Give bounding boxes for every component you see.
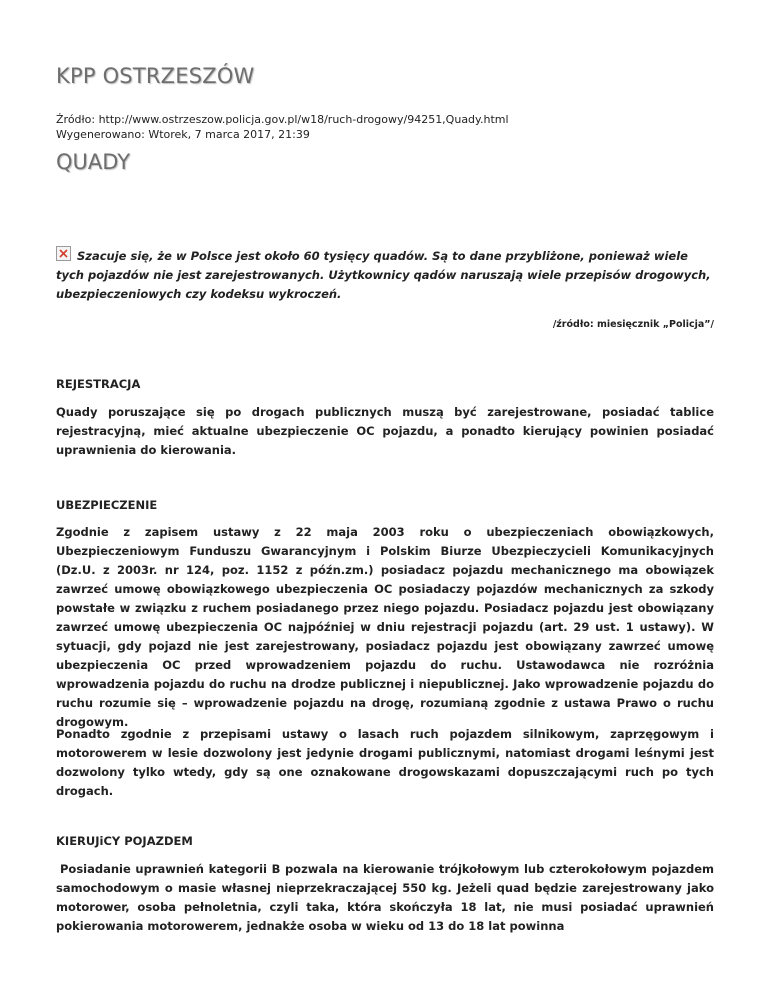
article-title: QUADY: [56, 150, 131, 174]
section-text-registration: Quady poruszające się po drogach publicznych muszą być zarejestrowane, posiadać tablice rejestracyjną, mieć aktualne ubezpieczenie OC pojazdu, a ponadto kierujący powinien posiadać uprawnienia do kierowania.: [56, 405, 714, 457]
lead-source: /źródło: miesięcznik „Policja”/: [552, 319, 714, 330]
source-url-line: Źródło: http://www.ostrzeszow.policja.gov.pl/w18/ruch-drogowy/94251,Quady.html: [56, 113, 509, 126]
section-text-forest: Ponadto zgodnie z przepisami ustawy o lasach ruch pojazdem silnikowym, zaprzęgowym i motorowerem w lesie dozwolony jest jedynie drogami publicznymi, natomiast drogami leśnymi jest dozwolony tylko wtedy, gdy są one oznakowane drogowskazami dopuszczającymi ruch po tych drogach.: [56, 727, 714, 798]
broken-image-icon: [56, 246, 71, 261]
section-text-driver: Posiadanie uprawnień kategorii B pozwala na kierowanie trójkołowym lub czterokołowym pojazdem samochodowym o masie własnej nieprzekraczającej 550 kg. Jeżeli quad będzie zarejestrowany jako motorower, osoba pełnoletnia, czyli taka, która skończyła 18 lat, nie musi posiadać uprawnień pokierowania motorowerem, jednakże osoba w wieku od 13 do 18 lat powinna: [56, 862, 714, 933]
generated-date-line: Wygenerowano: Wtorek, 7 marca 2017, 21:39: [56, 128, 310, 141]
section-heading-registration: REJESTRACJA: [56, 377, 141, 391]
section-text-insurance: Zgodnie z zapisem ustawy z 22 maja 2003 roku o ubezpieczeniach obowiązkowych, Ubezpieczeniowym Funduszu Gwarancyjnym i Polskim Biurze Ubezpieczycieli Komunikacyjnych (Dz.U. z 2003r. nr 124, poz. 1152 z późn.zm.) posiadacz pojazdu mechanicznego ma obowiązek zawrzeć umowę obowiązkowego ubezpieczenia OC posiadaczy pojazdów mechanicznych za szkody powstałe w związku z ruchem posiadanego przez niego pojazdu. Posiadacz pojazdu jest obowiązany zawrzeć umowę ubezpieczenia OC najpóźniej w dniu rejestracji pojazdu (art. 29 ust. 1 ustawy). W sytuacji, gdy pojazd nie jest zarejestrowany, posiadacz pojazdu jest obowiązany zawrzeć umowę ubezpieczenia OC przed wprowadzeniem pojazdu do ruchu. Ustawodawca nie rozróżnia wprowadzenia pojazdu do ruchu na drodze publicznej i niepublicznej. Jako wprowadzenie pojazdu do ruchu rozumie się – wprowadzenie pojazdu na drogę, rozumianą zgodnie z ustawa Prawo o ruchu drogowym.: [56, 525, 714, 729]
site-title: KPP OSTRZESZÓW: [56, 64, 255, 88]
section-heading-insurance: UBEZPIECZENIE: [56, 498, 158, 512]
lead-text: Szacuje się, że w Polsce jest około 60 tysięcy quadów. Są to dane przybliżone, ponieważ wiele tych pojazdów nie jest zarejestrowanych. Użytkownicy qadów naruszają wiele przepisów drogowych, ubezpieczeniowych czy kodeksu wykroczeń.: [56, 248, 711, 301]
section-heading-driver: KIERUJiCY POJAZDEM: [56, 834, 193, 848]
article-lead: [56, 246, 714, 304]
